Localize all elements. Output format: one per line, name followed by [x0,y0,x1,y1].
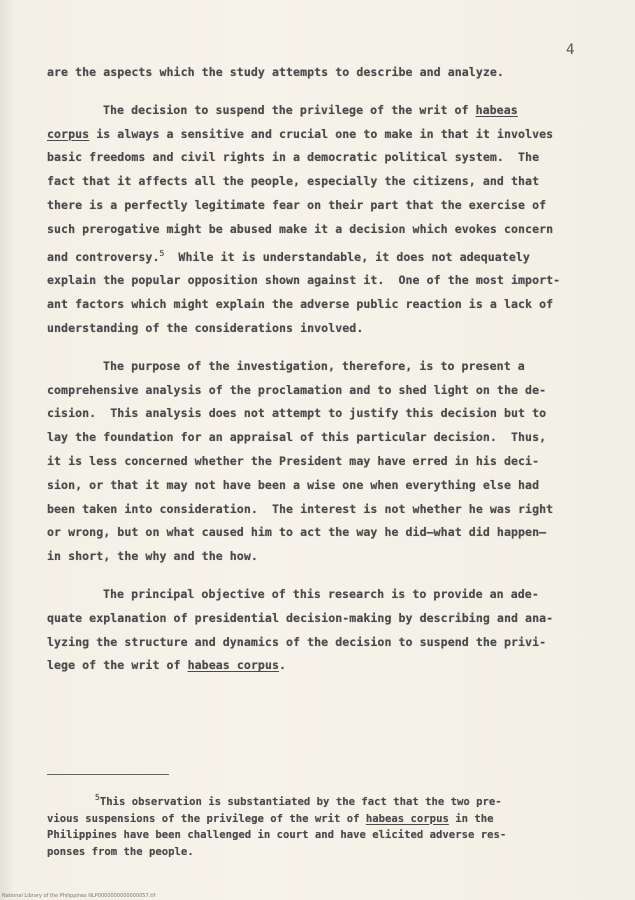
paragraph-3-line: or wrong, but on what caused him to act the way he did—what did happen— [47,525,547,540]
footnote-divider [47,774,169,775]
paragraph-2-line: there is a perfectly legitimate fear on their part that the exercise of [47,197,547,212]
paragraph-2-line: basic freedoms and civil rights in a democratic political system. The [47,150,540,165]
paragraph-3-line: it is less concerned whether the President may have erred in his deci- [47,453,540,468]
paragraph-3-line: been taken into consideration. The interest is not whether he was right [47,501,554,516]
paragraph-2-line: The decision to suspend the privilege of the writ of habeas [103,102,518,117]
paragraph-4-line: lyzing the structure and dynamics of the decision to suspend the privi- [47,634,547,649]
paragraph-3-line: The purpose of the investigation, therefore, is to present a [103,358,525,373]
footnote [47,790,587,860]
paragraph-4-line: quate explanation of presidential decision-making by describing and ana- [47,610,554,625]
paragraph-2-line: explain the popular opposition shown against it. One of the most import- [47,273,561,288]
body-text [47,61,587,678]
paragraph-2-line: ant factors which might explain the adverse public reaction is a lack of [47,297,554,312]
paragraph-2-line: fact that it affects all the people, especially the citizens, and that [47,174,540,189]
paragraph-2-line: understanding of the considerations involved. [47,320,364,335]
footnote-line: ponses from the people. [47,845,194,858]
footnote-marker: 5 [95,793,100,802]
paragraph-4-line: lege of the writ of habeas corpus. [47,658,287,673]
scan-footer: National Library of the Philippines NLP0000000000000057.tif [2,893,156,899]
paragraph-3-line: lay the foundation for an appraisal of this particular decision. Thus, [47,430,547,445]
paragraph-3-line: in short, the why and the how. [47,549,258,564]
paragraph-3-line: sion, or that it may not have been a wise one when everything else had [47,477,540,492]
paragraph-2-line: and controversy.$^5$ While it is understandable, it does not adequately [47,248,530,264]
paragraph-3-line: cision. This analysis does not attempt to justify this decision but to [47,406,547,421]
footnote-line: vious suspensions of the privilege of the writ of habeas corpus in the [47,812,494,825]
footnote-line: Philippines have been challenged in court and have elicited adverse res- [47,829,507,841]
paragraph-1-line: are the aspects which the study attempts to describe and analyze. [47,65,504,79]
footnote-reference: 5 [159,248,165,258]
page-number: 4 [566,42,575,58]
corpus-underlined: corpus [47,126,90,141]
paragraph-3-line: comprehensive analysis of the proclamation and to shed light on the de- [47,382,547,397]
footnote-line: $^5$This observation is substantiated by the fact that the two pre- [95,793,502,808]
habeas-corpus-underlined: habeas corpus [187,658,279,673]
paragraph-2-line: such prerogative might be abused make it a decision which evokes concern [47,221,554,236]
paragraph-4-line: The principal objective of this research is to provide an ade- [103,586,539,601]
habeas-underlined: habeas [475,102,518,117]
paragraph-2-line: corpus is always a sensitive and crucial one to make in that it involves [47,126,554,141]
